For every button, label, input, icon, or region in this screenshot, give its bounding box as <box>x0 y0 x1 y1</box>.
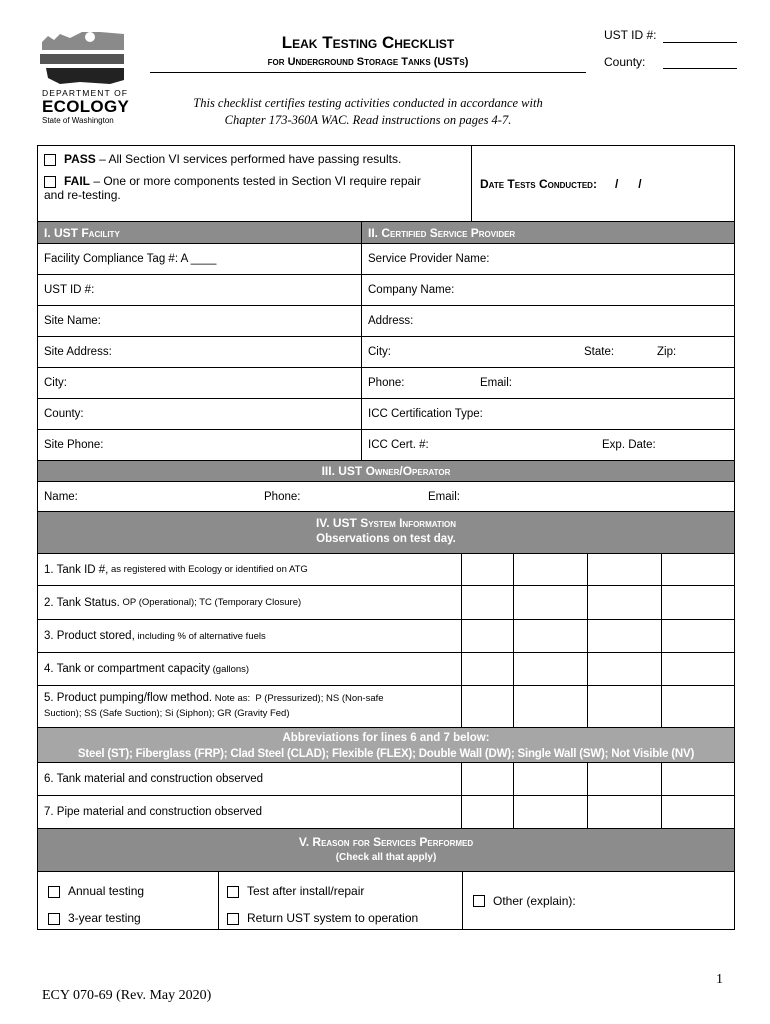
owner-name-field[interactable]: Name: <box>44 490 78 503</box>
three-year-testing-label: 3-year testing <box>68 911 141 925</box>
result-cell <box>38 146 471 221</box>
ust-id-field[interactable]: UST ID #: <box>44 284 95 296</box>
tank-col-3[interactable] <box>587 686 661 727</box>
three-year-testing-checkbox[interactable] <box>48 913 60 925</box>
ecology-logo <box>40 28 126 88</box>
annual-testing-checkbox[interactable] <box>48 886 60 898</box>
header-ust-id-field[interactable] <box>663 42 737 43</box>
site-county-field[interactable]: County: <box>44 408 84 420</box>
row-note-text: (gallons) <box>209 663 250 675</box>
exp-date-label: Exp. Date: <box>602 439 656 451</box>
system-row-label <box>38 586 461 619</box>
tank-col-1[interactable] <box>461 554 513 585</box>
facility-row <box>38 429 734 460</box>
date-value: / / <box>614 176 642 191</box>
icc-cert-type-field[interactable]: ICC Certification Type: <box>361 399 734 429</box>
tank-col-4[interactable] <box>661 686 734 727</box>
intro-text-line1: This checklist certifies testing activities conducted in accordance with <box>193 96 543 110</box>
system-row <box>38 685 734 727</box>
tank-col-3[interactable] <box>587 620 661 652</box>
company-name-field[interactable]: Company Name: <box>361 275 734 305</box>
agency-name: ECOLOGY <box>42 97 130 116</box>
facility-row <box>38 305 734 336</box>
tank-col-1[interactable] <box>461 763 513 795</box>
tank-col-2[interactable] <box>513 586 587 619</box>
section-3-title: III. UST Owner/Operator <box>38 461 734 481</box>
test-after-install-label: Test after install/repair <box>247 884 365 898</box>
provider-email-label: Email: <box>480 377 512 389</box>
reasons-col-2 <box>218 872 462 929</box>
tank-col-2[interactable] <box>513 554 587 585</box>
tank-col-3[interactable] <box>587 554 661 585</box>
provider-name-field[interactable]: Service Provider Name: <box>361 244 734 274</box>
system-row <box>38 795 734 828</box>
site-address-field[interactable]: Site Address: <box>44 346 112 358</box>
system-row-label <box>38 620 461 652</box>
system-row <box>38 762 734 795</box>
owner-row <box>38 481 734 511</box>
tank-col-4[interactable] <box>661 763 734 795</box>
row-note-text: as registered with Ecology or identified on ATG <box>108 564 308 575</box>
date-label: Date Tests Conducted: <box>480 176 597 191</box>
section-5-title-block <box>38 829 734 871</box>
fail-checkbox[interactable] <box>44 176 56 188</box>
tank-col-1[interactable] <box>461 796 513 828</box>
agency-dept: DEPARTMENT OF <box>42 88 129 98</box>
section-1-title: I. UST Facility <box>38 222 361 243</box>
tank-col-2[interactable] <box>513 686 587 727</box>
section-5-title: V. Reason for Services Performed <box>298 835 474 849</box>
tank-col-3[interactable] <box>587 796 661 828</box>
facility-tag-field[interactable]: Facility Compliance Tag #: A ____ <box>44 253 217 265</box>
section-4-subtitle: Observations on test day. <box>316 533 456 545</box>
tank-col-4[interactable] <box>661 653 734 685</box>
tank-col-1[interactable] <box>461 686 513 727</box>
annual-testing-option[interactable] <box>48 878 212 905</box>
facility-row <box>38 336 734 367</box>
section-4-header <box>38 511 734 553</box>
tank-col-2[interactable] <box>513 653 587 685</box>
test-after-install-checkbox[interactable] <box>227 886 239 898</box>
pass-checkbox[interactable] <box>44 154 56 166</box>
fail-text: – One or more components tested in Section VI require repair <box>90 174 421 188</box>
page-number: 1 <box>716 972 723 987</box>
section-4-title: IV. UST System Information <box>315 516 457 530</box>
return-to-operation-checkbox[interactable] <box>227 913 239 925</box>
tank-col-3[interactable] <box>587 653 661 685</box>
section-5-header <box>38 828 734 871</box>
abbreviations-line2: Steel (ST); Fiberglass (FRP); Clad Steel (CLAD); Flexible (FLEX); Double Wall (DW); Single Wall (SW); Not Visible (NV) <box>77 748 695 760</box>
three-year-testing-option[interactable] <box>48 905 212 932</box>
system-row-label <box>38 653 461 685</box>
tank-col-2[interactable] <box>513 796 587 828</box>
pipe-material-label: 7. Pipe material and construction observed <box>44 806 262 818</box>
title-divider <box>150 72 586 73</box>
system-row <box>38 652 734 685</box>
agency-state: State of Washington <box>42 116 114 125</box>
owner-email-field[interactable]: Email: <box>428 490 460 503</box>
tank-col-2[interactable] <box>513 763 587 795</box>
header-county-field[interactable] <box>663 68 737 69</box>
fail-text-line2: and re-testing. <box>44 188 121 202</box>
row-main-text: 2. Tank Status. <box>44 596 120 609</box>
tank-col-1[interactable] <box>461 620 513 652</box>
facility-row <box>38 398 734 429</box>
row-note-text: Note as: P (Pressurized); NS (Non-safe <box>212 693 384 704</box>
tank-col-2[interactable] <box>513 620 587 652</box>
provider-phone-label: Phone: <box>368 377 405 389</box>
pass-text: – All Section VI services performed have passing results. <box>95 152 402 166</box>
provider-phone-field[interactable] <box>361 368 734 398</box>
row-note-text: OP (Operational); TC (Temporary Closure) <box>119 597 302 608</box>
tank-col-3[interactable] <box>587 763 661 795</box>
abbreviations-block <box>38 728 734 762</box>
system-row-label <box>38 686 461 727</box>
intro-text-line2: Chapter 173-360A WAC. Read instructions on pages 4-7. <box>224 113 512 127</box>
facility-row <box>38 243 734 274</box>
system-row <box>38 619 734 652</box>
pass-label: PASS <box>64 152 96 166</box>
abbreviations-row <box>38 727 734 762</box>
site-city-field[interactable]: City: <box>44 377 67 389</box>
date-cell[interactable] <box>471 146 734 221</box>
other-checkbox[interactable] <box>473 895 485 907</box>
form-number: ECY 070-69 (Rev. May 2020) <box>42 988 212 1003</box>
owner-phone-field[interactable]: Phone: <box>264 490 301 503</box>
provider-city-label: City: <box>368 346 391 358</box>
system-row <box>38 553 734 585</box>
section-4-title-block <box>38 512 734 553</box>
system-row-label <box>38 554 461 585</box>
provider-address-field[interactable]: Address: <box>361 306 734 336</box>
section-3-header <box>38 460 734 481</box>
abbreviations-line1: Abbreviations for lines 6 and 7 below: <box>282 732 490 744</box>
annual-testing-label: Annual testing <box>68 884 145 898</box>
row-main-text: 3. Product stored, <box>44 630 135 642</box>
provider-zip-label: Zip: <box>657 346 677 358</box>
provider-state-label: State: <box>584 346 615 358</box>
tank-col-4[interactable] <box>661 620 734 652</box>
other-label: Other (explain): <box>493 893 576 908</box>
tank-col-1[interactable] <box>461 653 513 685</box>
row-main-text: 1. Tank ID #, <box>44 563 109 576</box>
site-phone-field[interactable]: Site Phone: <box>44 439 104 451</box>
checklist-table <box>37 145 735 930</box>
provider-city-field[interactable] <box>361 337 734 367</box>
icc-cert-number-field[interactable] <box>361 430 734 460</box>
row-note-text-2: Suction); SS (Safe Suction); Si (Siphon); GR (Gravity Fed) <box>44 708 290 719</box>
row-main-text: 4. Tank or compartment capacity <box>44 663 210 675</box>
return-to-operation-option[interactable] <box>227 905 456 932</box>
fail-label: FAIL <box>64 174 90 188</box>
header-county-label: County: <box>604 55 646 69</box>
tank-col-4[interactable] <box>661 796 734 828</box>
system-row <box>38 585 734 619</box>
reasons-col-1 <box>38 872 218 929</box>
other-option[interactable] <box>462 872 734 929</box>
section-1-2-header <box>38 221 734 243</box>
return-to-operation-label: Return UST system to operation <box>247 911 419 925</box>
facility-row <box>38 274 734 305</box>
tank-col-3[interactable] <box>587 586 661 619</box>
tank-col-4[interactable] <box>661 586 734 619</box>
tank-material-label: 6. Tank material and construction observed <box>44 773 264 785</box>
page-title: Leak Testing Checklist <box>281 33 455 52</box>
icc-cert-number-label: ICC Cert. #: <box>368 439 429 451</box>
row-main-text: 5. Product pumping/flow method. <box>44 692 213 704</box>
page-subtitle: for Underground Storage Tanks (USTs) <box>267 56 469 68</box>
reasons-row <box>38 871 734 929</box>
tank-col-4[interactable] <box>661 554 734 585</box>
section-5-subtitle: (Check all that apply) <box>335 852 437 863</box>
row-note-text: including % of alternative fuels <box>134 630 266 642</box>
tank-col-1[interactable] <box>461 586 513 619</box>
facility-row <box>38 367 734 398</box>
result-row <box>38 146 734 221</box>
site-name-field[interactable]: Site Name: <box>44 315 101 327</box>
header-ust-id-label: UST ID #: <box>604 28 657 42</box>
test-after-install-option[interactable] <box>227 878 456 905</box>
section-2-title: II. Certified Service Provider <box>361 222 734 243</box>
